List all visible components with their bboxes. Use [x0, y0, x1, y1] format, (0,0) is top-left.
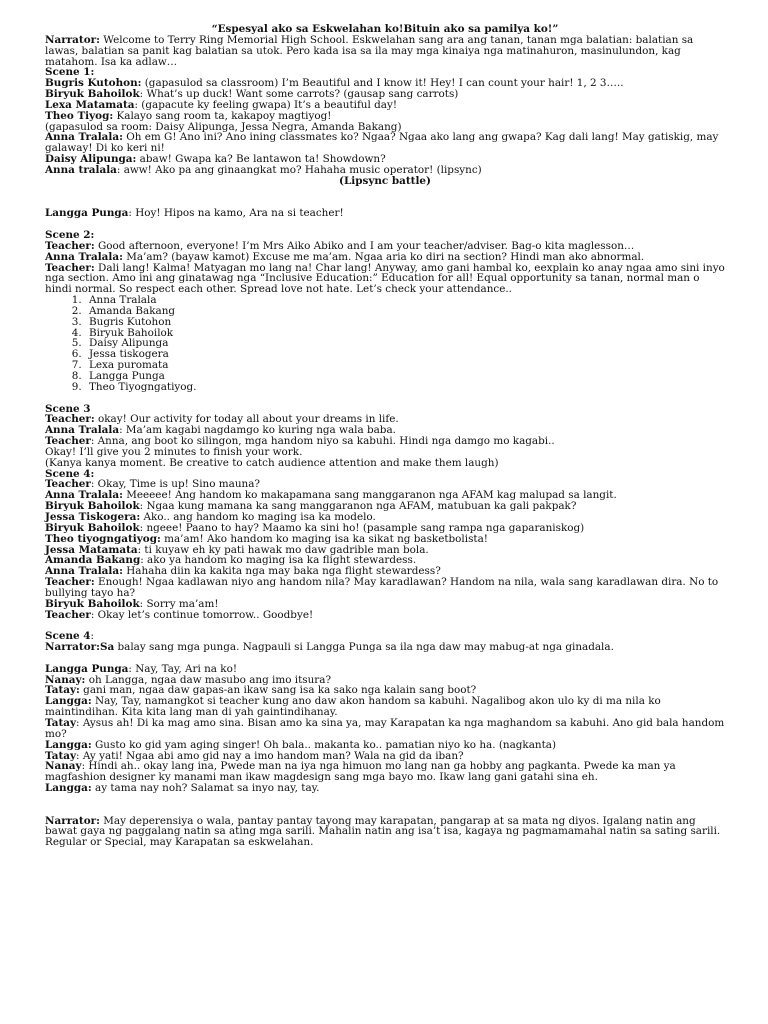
script-line — [45, 132, 725, 154]
line-text: Gusto ko gid yam aging singer! Oh bala.. makanta ko.. pamatian niyo ko ha. (nagkanta) — [91, 738, 557, 751]
list-item: 2. Amanda Bakang — [85, 306, 725, 317]
list-item: 7. Lexa puromata — [85, 360, 725, 371]
speaker-label: Teacher: — [45, 261, 95, 274]
speaker-label: Anna Tralala: — [45, 565, 123, 578]
line-text: : Hoy! Hipos na kamo, Ara na si teacher! — [128, 207, 344, 220]
speaker-label: Teacher: — [45, 239, 95, 252]
script-line — [45, 696, 725, 718]
speaker-label: Langga Punga — [45, 207, 129, 220]
line-text: balay sang mga punga. Nagpauli si Langga Punga sa ila nga daw may mabug-at nga ginadala. — [114, 641, 614, 654]
script-line — [45, 35, 725, 68]
line-text: Hahaha diin ka kakita nga may baka nga flight stewardess? — [122, 565, 441, 578]
speaker-label: Scene 3 — [45, 402, 91, 415]
speaker-label: Langga: — [45, 738, 92, 751]
speaker-label: Jessa Matamata — [45, 543, 138, 556]
speaker-label: Scene 4 — [45, 630, 91, 643]
line-text: ay tama nay noh? Salamat sa inyo nay, tay. — [91, 782, 320, 795]
line-text: : (gapacute ky feeling gwapa) It’s a beautiful day! — [134, 98, 397, 111]
line-text: Meeeee! Ang handom ko makapamana sang manggaranon nga AFAM kag malupad sa langit. — [122, 489, 617, 502]
speaker-label: Theo Tiyog: — [45, 109, 114, 122]
speaker-label: Scene 4: — [45, 467, 95, 480]
attendance-list — [45, 295, 725, 393]
line-text: Ma’am? (bayaw kamot) Excuse me ma’am. Ngaa aria ko diri na section? Hindi man ako abnormal. — [122, 250, 645, 263]
speaker-label: Narrator: — [45, 814, 100, 827]
speaker-label: Teacher — [45, 478, 91, 491]
line-text: (gapasulod sa room: Daisy Alipunga, Jessa Negra, Amanda Bakang) — [45, 120, 402, 133]
blank-line — [45, 219, 725, 230]
line-text: : ngeee! Paano to hay? Maamo ka sini ho! (pasample sang rampa nga gaparaniskog) — [139, 521, 585, 534]
script-line — [45, 263, 725, 296]
speaker-label: Teacher: — [45, 413, 95, 426]
speaker-label: Langga: — [45, 782, 92, 795]
document-title: “Espesyal ako sa Eskwelahan ko!Bituin ako sa pamilya ko!” — [211, 23, 559, 35]
line-text: : Ngaa kung mamana ka sang manggaranon nga AFAM, matubuan ka gali pakpak? — [139, 500, 577, 513]
line-text: : Okay let’s continue tomorrow.. Goodbye! — [90, 608, 314, 621]
line-text: : ti kuyaw eh ky pati hawak mo daw gadrible man bola. — [137, 543, 429, 556]
line-text: : ako ya handom ko maging isa ka flight stewardess. — [140, 554, 417, 567]
line-text: Enough! Ngaa kadlawan niyo ang handom nila? May karadlawan? Handom na nila, wala sang karadlawan dira. No to bullying tayo ha? — [45, 576, 719, 599]
script-line — [45, 642, 725, 653]
line-text: (gapasulod sa classroom) I’m Beautiful and I know it! Hey! I can count your hair! 1, 2 3….. — [141, 77, 624, 90]
script-line — [45, 458, 725, 469]
speaker-label: Biryuk Bahoilok — [45, 500, 140, 513]
blank-line — [45, 620, 725, 631]
line-text: May deperensiya o wala, pantay pantay tayong may karapatan, pangarap at sa mata ng diyos. Igalang natin ang bawat gaya ng paggalang natin sa ating mga sarili. Mahalin natin ang isa’t isa, kagaya ng pagmamamahal natin sa sating sarili. Regular or Special, may Karapatan sa eskwelahan. — [45, 814, 721, 849]
line-text: abaw! Gwapa ka? Be lantawon ta! Showdown? — [136, 153, 386, 166]
speaker-label: Biryuk Bahoilok — [45, 521, 140, 534]
speaker-label: Anna tralala — [45, 163, 117, 176]
line-text: Kalayo sang room ta, kakapoy magtiyog! — [113, 109, 332, 122]
line-text: gani man, ngaa daw gapas-an ikaw sang isa ka sako nga kalain sang boot? — [79, 684, 477, 697]
speaker-label: Biryuk Bahoilok — [45, 88, 140, 101]
script-line — [45, 610, 725, 621]
speaker-label: Daisy Alipunga: — [45, 153, 137, 166]
speaker-label: Narrator: — [45, 33, 100, 46]
list-item: 8. Langga Punga — [85, 371, 725, 382]
script-line — [45, 816, 725, 849]
speaker-label: Teacher — [45, 608, 91, 621]
speaker-label: Biryuk Bahoilok — [45, 597, 140, 610]
script-line — [45, 208, 725, 219]
line-text: oh Langga, ngaa daw masubo ang imo itsura? — [85, 673, 332, 686]
speaker-label: Anna Tralala: — [45, 250, 123, 263]
speaker-label: Nanay: — [45, 673, 86, 686]
speaker-label: Tatay — [45, 749, 77, 762]
line-text: ma’am! Ako handom ko maging isa ka sikat ng basketbolista! — [160, 532, 488, 545]
line-text: : Hindi ah.. okay lang ina, Pwede man na iya nga himuon mo lang nan ga hobby ang pagkanta. Pwede ka man ya magfashion designer ky manami man ikaw magdesign sang mga bayo mo. Ikaw lang gani gatahi sina eh. — [45, 760, 676, 784]
speaker-label: Anna Tralala — [45, 424, 120, 437]
blank-line — [45, 187, 725, 198]
speaker-label: Amanda Bakang — [45, 554, 141, 567]
line-text: : Nay, Tay, Ari na ko! — [128, 662, 238, 675]
script-line — [45, 577, 725, 599]
blank-line — [45, 393, 725, 404]
blank-line — [45, 794, 725, 805]
list-item: 5. Daisy Alipunga — [85, 338, 725, 349]
speaker-label: Bugris Kutohon: — [45, 77, 142, 90]
speaker-label: Langga: — [45, 695, 92, 708]
line-text: : Aysus ah! Di ka mag amo sina. Bisan amo ka sina ya, may Karapatan ka nga maghandom sa kabuhi. Ano gid bala handom mo? — [45, 717, 725, 740]
list-item: 9. Theo Tiyogngatiyog. — [85, 382, 725, 393]
list-item: 3. Bugris Kutohon — [85, 317, 725, 328]
speaker-label: Langga Punga — [45, 662, 129, 675]
line-text: Dali lang! Kalma! Matyagan mo lang na! Char lang! Anyway, amo gani hambal ko, eexplain ko anay ngaa amo sini inyo nga section. Amo ini ang ginatawag nga “Inclusive Education:” Education for all! Equal opportunity sa tanan, normal man o hindi normal. So respect each other. Spread love not hate. Let’s check your attendance.. — [45, 261, 725, 296]
list-item: 4. Biryuk Bahoilok — [85, 328, 725, 339]
line-text: Oh em G! Ano ini? Ano ining classmates ko? Ngaa? Ngaa ako lang ang gwapa? Kag dali lang! May gatiskig, may galaway! Di ko keri ni! — [45, 131, 719, 155]
line-text: : What’s up duck! Want some carrots? (gausap sang carrots) — [139, 88, 459, 101]
line-text: (Kanya kanya moment. Be creative to catch audience attention and make them laugh) — [45, 456, 499, 469]
speaker-label: Anna Tralala: — [45, 489, 123, 502]
script-line — [45, 783, 725, 794]
list-item: 1. Anna Tralala — [85, 295, 725, 306]
line-text: : Sorry ma’am! — [139, 597, 219, 610]
speaker-label: Jessa Tiskogera: — [45, 510, 141, 523]
speaker-label: Scene 2: — [45, 229, 95, 242]
speaker-label: Lexa Matamata — [45, 98, 135, 111]
list-item: 6. Jessa tiskogera — [85, 349, 725, 360]
speaker-label: Anna Tralala: — [45, 131, 123, 144]
speaker-label: Theo tiyogngatiyog: — [45, 532, 161, 545]
line-text: Welcome to Terry Ring Memorial High School. Eskwelahan sang ara ang tanan, tanan mga balatian: balatian sa lawas, balatian sa panit kag balatian sa utok. Pero kada isa sa ila may mga kinaiya nga matinahuron, masinulundon, kag matahom. Isa ka adlaw… — [45, 33, 694, 68]
line-text: Good afternoon, everyone! I’m Mrs Aiko Abiko and I am your teacher/adviser. Bag-o kita maglesson… — [94, 239, 635, 252]
line-text: Nay, Tay, namangkot si teacher kung ano daw akon handom sa kabuhi. Nagalibog akon ulo ky di ma nila ko maintindihan. Kita kita lang man di yah gaintindihanay. — [45, 695, 661, 719]
line-text: : Ma’am kagabi nagdamgo ko kuring nga wala baba. — [119, 424, 396, 437]
document-page — [45, 24, 725, 848]
speaker-label: Teacher: — [45, 576, 95, 589]
line-text: : Ay yati! Ngaa abi amo gid nay a imo handom man? Wala na gid da iban? — [76, 749, 464, 762]
speaker-label: Tatay — [45, 717, 77, 729]
line-text: okay! Our activity for today all about your dreams in life. — [94, 413, 399, 426]
line-text: : — [90, 630, 94, 643]
script-line — [45, 718, 725, 740]
line-text: Ako.. ang handom ko maging isa ka modelo. — [140, 510, 376, 523]
script-line — [45, 761, 725, 783]
speaker-label: Scene 1: — [45, 66, 95, 79]
script-body — [45, 35, 725, 848]
speaker-label: Teacher — [45, 435, 91, 448]
speaker-label: Tatay: — [45, 684, 80, 697]
line-text: Okay! I’ll give you 2 minutes to finish your work. — [45, 445, 303, 458]
line-text: : Okay, Time is up! Sino mauna? — [90, 478, 260, 491]
line-text: : aww! Ako pa ang ginaangkat mo? Hahaha music operator! (lipsync) — [116, 163, 482, 176]
speaker-label: Nanay — [45, 760, 82, 773]
speaker-label: Narrator:Sa — [45, 641, 115, 654]
line-text: : Anna, ang boot ko silingon, mga handom niyo sa kabuhi. Hindi nga damgo mo kagabi.. — [90, 435, 555, 448]
stage-direction: (Lipsync battle) — [339, 174, 431, 187]
